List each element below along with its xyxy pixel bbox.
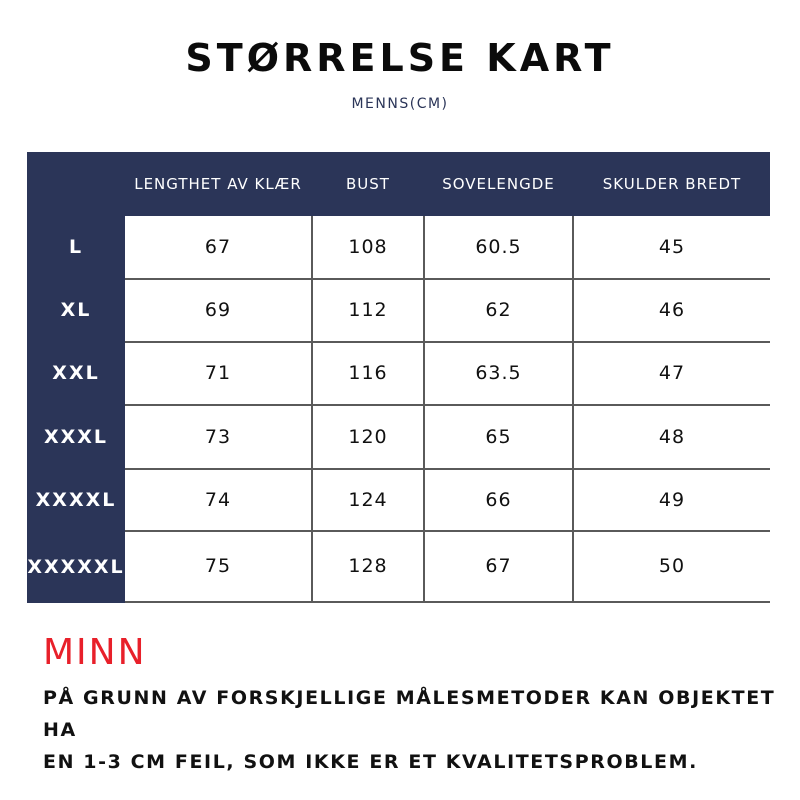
column-header-length: LENGTHET AV KLÆR — [134, 175, 302, 193]
table-cell: 50 — [574, 532, 770, 601]
size-label-xl: XL — [60, 299, 92, 321]
table-cell: 46 — [574, 280, 770, 341]
table-cell: 48 — [574, 406, 770, 468]
table-cell: 73 — [125, 406, 311, 468]
table-cell: 124 — [313, 470, 423, 530]
table-cell: 66 — [425, 470, 572, 530]
table-cell: 112 — [313, 280, 423, 341]
table-cell: 108 — [313, 216, 423, 278]
table-cell: 75 — [125, 532, 311, 601]
note-title: MINN — [43, 632, 147, 673]
table-cell: 47 — [574, 343, 770, 404]
size-label-xxxxl: XXXXL — [35, 489, 117, 511]
note-text — [43, 682, 783, 778]
table-body — [125, 216, 770, 603]
table-cell: 71 — [125, 343, 311, 404]
table-cell: 67 — [425, 532, 572, 601]
table-cell: 62 — [425, 280, 572, 341]
table-cell: 63.5 — [425, 343, 572, 404]
table-cell: 69 — [125, 280, 311, 341]
size-label-xxl: XXL — [52, 362, 100, 384]
table-cell: 67 — [125, 216, 311, 278]
table-cell: 45 — [574, 216, 770, 278]
size-label-xxxl: XXXL — [43, 426, 109, 448]
table-cell: 49 — [574, 470, 770, 530]
table-cell: 74 — [125, 470, 311, 530]
table-cell: 116 — [313, 343, 423, 404]
table-header-row — [27, 152, 770, 216]
page-title: STØRRELSE KART — [185, 36, 615, 80]
table-cell: 120 — [313, 406, 423, 468]
note-line-2: EN 1-3 CM FEIL, SOM IKKE ER ET KVALITETSPROBLEM. — [43, 751, 698, 773]
table-cell: 60.5 — [425, 216, 572, 278]
page-subtitle: MENNS(CM) — [351, 96, 449, 112]
table-cell: 65 — [425, 406, 572, 468]
size-chart-table — [27, 152, 770, 603]
column-header-shoulder: SKULDER BREDT — [602, 175, 742, 193]
note-line-1: PÅ GRUNN AV FORSKJELLIGE MÅLESMETODER KAN OBJEKTET HA — [43, 687, 776, 741]
size-label-xxxxxl: XXXXXL — [27, 556, 125, 578]
column-header-sleeve: SOVELENGDE — [442, 175, 555, 193]
table-cell: 128 — [313, 532, 423, 601]
size-label-l: L — [68, 236, 84, 258]
column-header-bust: BUST — [346, 175, 390, 193]
